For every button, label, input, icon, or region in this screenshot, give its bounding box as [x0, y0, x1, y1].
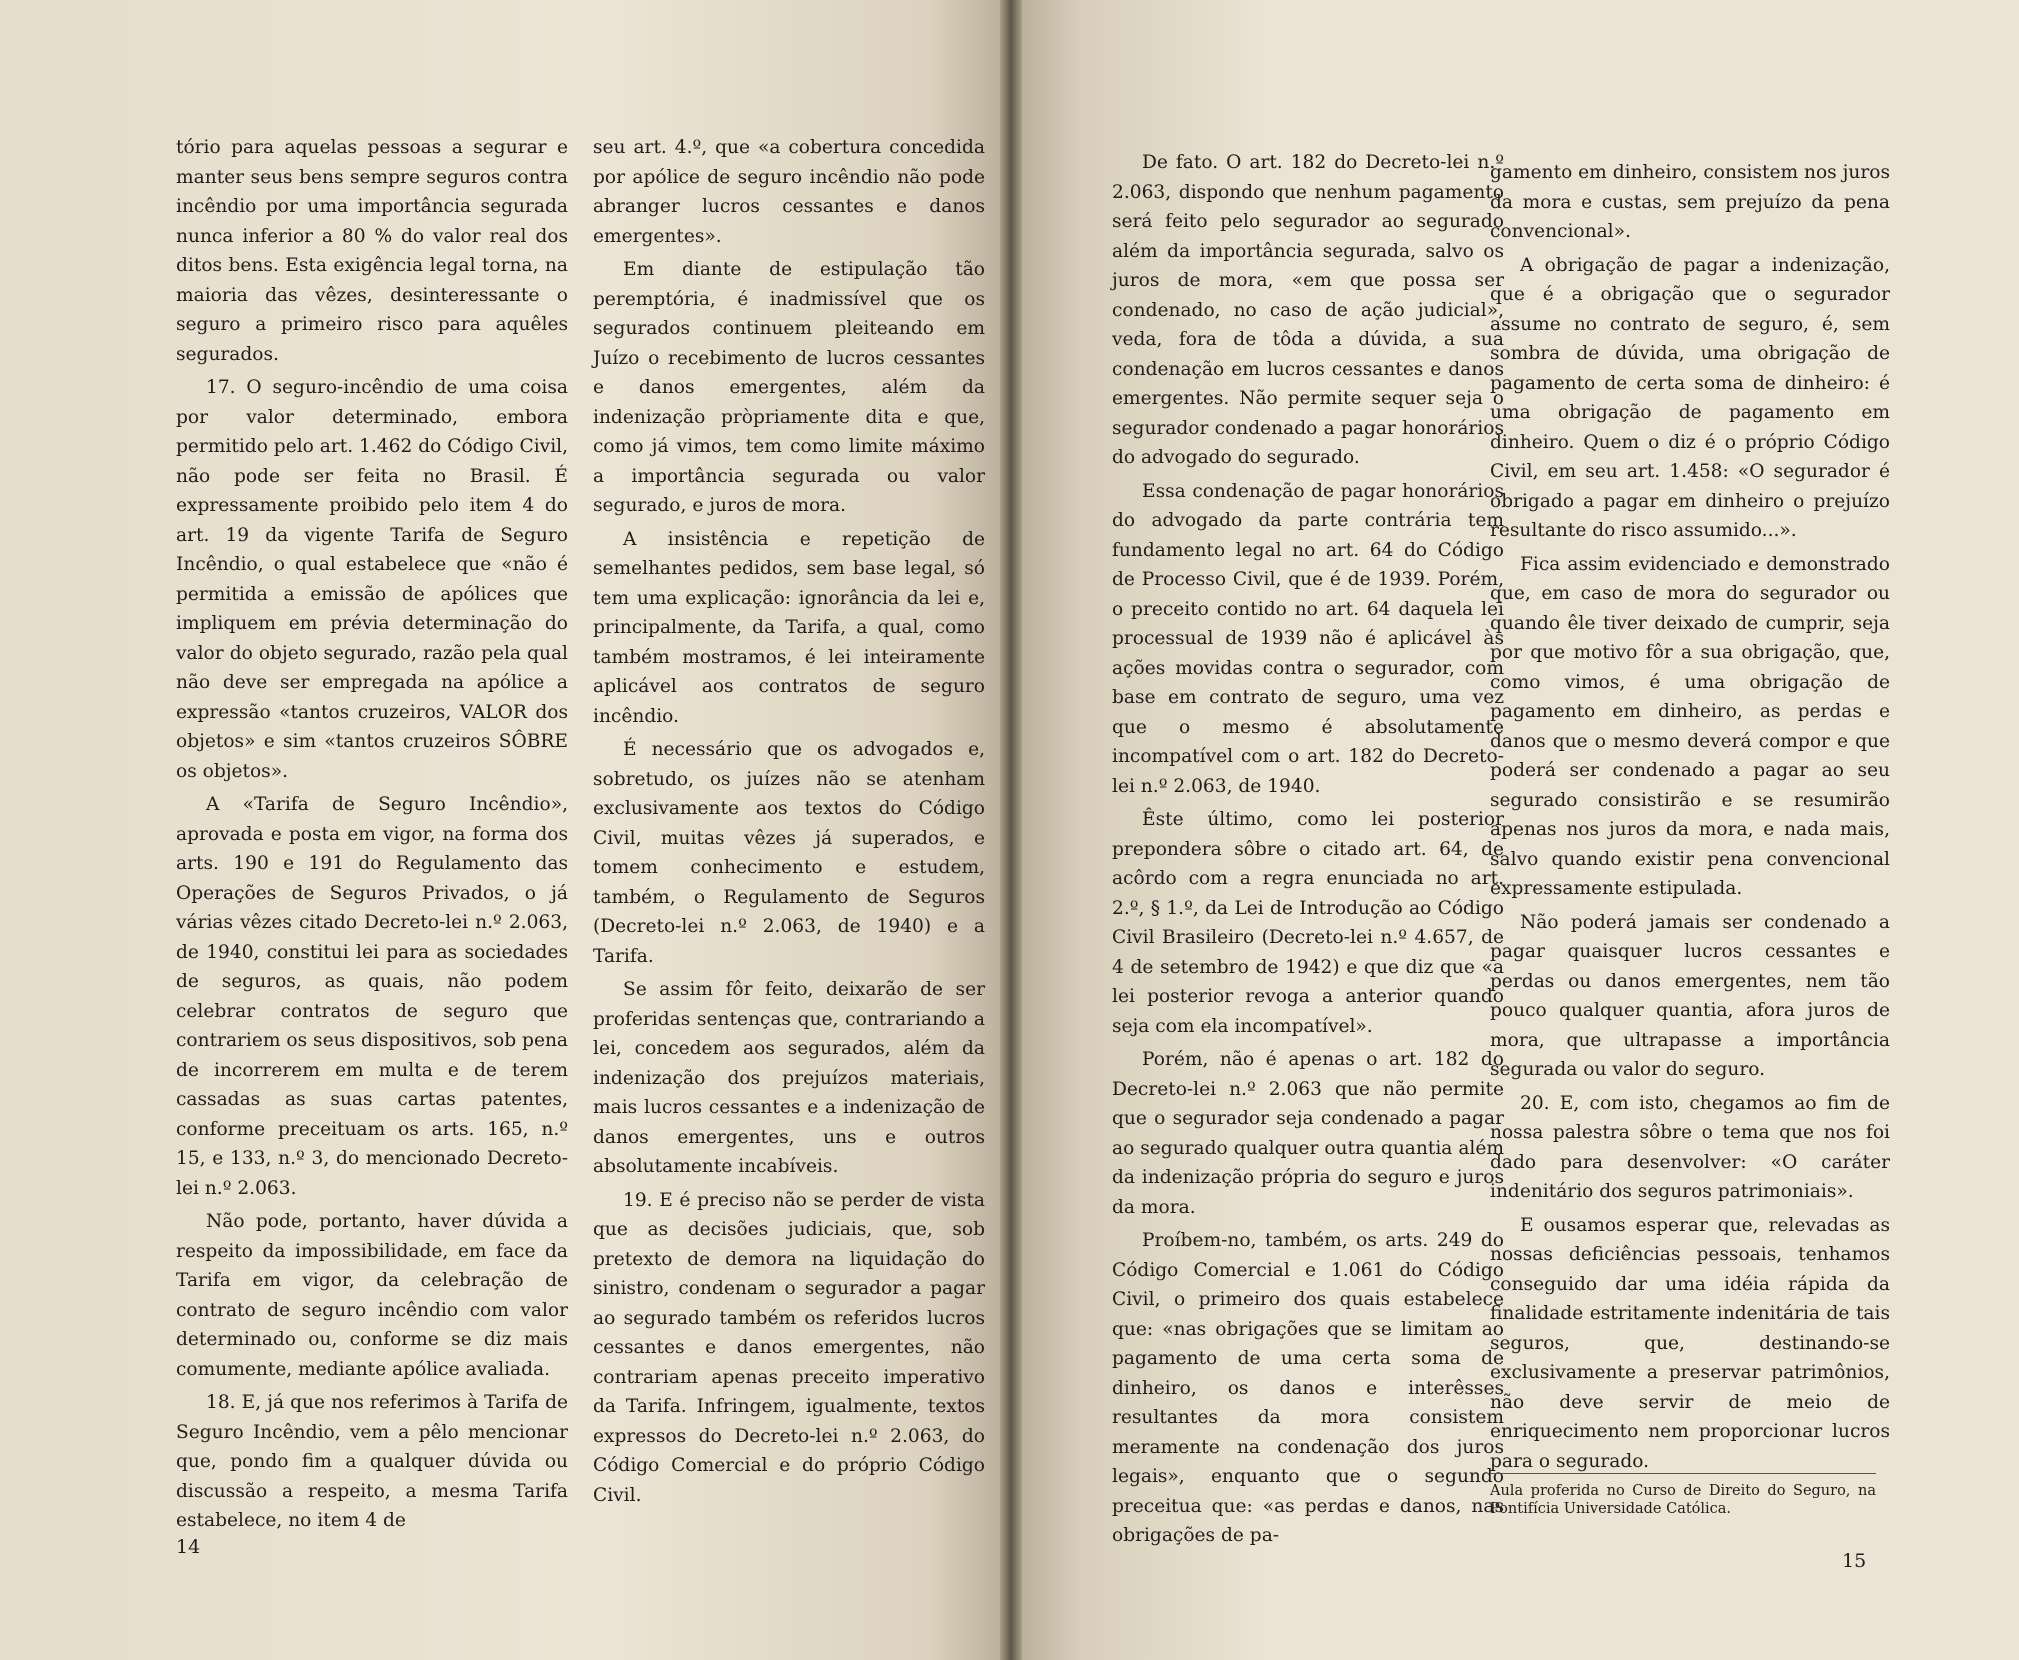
right-column-1 [1112, 148, 1504, 1555]
paragraph: gamento em dinheiro, consistem nos juros da mora e custas, sem prejuízo da pena convencional». [1490, 162, 1890, 242]
book-gutter [1000, 0, 1022, 1660]
paragraph: A «Tarifa de Seguro Incêndio», aprovada e posta em vigor, na forma dos arts. 190 e 191 do Regulamento das Operações de Seguros Privados, o já várias vêzes citado Decreto-lei n.º 2.063, de 1940, constitui lei para as sociedades de seguros, as quais, não podem celebrar contratos de seguro que contrariem os seus dispositivos, sob pena de incorrerem em multa e de terem cassadas as suas cartas patentes, conforme preceituam os arts. 165, n.º 15, e 133, n.º 3, do mencionado Decreto-lei n.º 2.063. [176, 794, 569, 1199]
paragraph: De fato. O art. 182 do Decreto-lei n.º 2.063, dispondo que nenhum pagamento será feito pelo segurador ao segurado além da importância segurada, salvo os juros de mora, «em que possa ser condenado, no caso de ação judicial», veda, fora de tôda a dúvida, a sua condenação em lucros cessantes e danos emergentes. Não permite sequer seja o segurador condenado a pagar honorários do advogado do segurado. [1112, 152, 1504, 468]
paragraph: 20. E, com isto, chegamos ao fim de nossa palestra sôbre o tema que nos foi dado para desenvolver: «O caráter indenitário dos seguros patrimoniais». [1490, 1092, 1890, 1202]
footnote: Aula proferida no Curso de Direito do Seguro, na Pontifícia Universidade Católica. [1490, 1473, 1876, 1518]
page-number-left: 14 [176, 1536, 201, 1558]
paragraph: Em diante de estipulação tão peremptória, é inadmissível que os segurados continuem pleiteando em Juízo o recebimento de lucros cessantes e danos emergentes, além da indenização pròpriamente dita e que, como já vimos, tem como limite máximo a importância segurada ou valor segurado, e juros de mora. [593, 259, 985, 516]
left-column-1 [176, 133, 568, 1540]
paragraph: Essa condenação de pagar honorários do advogado da parte contrária tem fundamento legal no art. 64 do Código de Processo Civil, que é de 1939. Porém, o preceito contido no art. 64 daquela lei processual de 1939 não é aplicável às ações movidas contra o segurador, com base em contrato de seguro, uma vez que o mesmo é absolutamente incompatível com o art. 182 do Decreto-lei n.º 2.063, de 1940. [1112, 480, 1504, 797]
left-page [0, 0, 1008, 1660]
paragraph: 19. E é preciso não se perder de vista que as decisões judiciais, que, sob pretexto de demora na liquidação do sinistro, condenam o segurador a pagar ao segurado também os referidos lucros cessantes e danos emergentes, não contrariam apenas preceito imperativo da Tarifa. Infringem, igualmente, textos expressos do Decreto-lei n.º 2.063, do Código Comercial e do próprio Código Civil. [593, 1189, 985, 1506]
paragraph: seu art. 4.º, que «a cobertura concedida por apólice de seguro incêndio não pode abranger lucros cessantes e danos emergentes». [593, 137, 985, 247]
left-column-2 [593, 133, 985, 1514]
paragraph: A obrigação de pagar a indenização, que é a obrigação que o segurador assume no contrato de seguro, é, sem sombra de dúvida, uma obrigação de pagamento de certa soma de dinheiro: é uma obrigação de pagamento em dinheiro. Quem o diz é o próprio Código Civil, em seu art. 1.458: «O segurador é obrigado a pagar em dinheiro o prejuízo resultante do risco assumido...». [1490, 254, 1890, 541]
paragraph: 18. E, já que nos referimos à Tarifa de Seguro Incêndio, vem a pêlo mencionar que, pondo fim a qualquer dúvida ou discussão a respeito, a mesma Tarifa estabelece, no item 4 de [176, 1392, 568, 1531]
paragraph: Não pode, portanto, haver dúvida a respeito da impossibilidade, em face da Tarifa em vigor, da celebração de contrato de seguro incêndio com valor determinado ou, conforme se diz mais comumente, mediante apólice avaliada. [176, 1211, 568, 1380]
paragraph: tório para aquelas pessoas a segurar e manter seus bens sempre seguros contra incêndio por uma importância segurada nunca inferior a 80 % do valor real dos ditos bens. Esta exigência legal torna, na maioria das vêzes, desinteressante o seguro a primeiro risco para aquêles segurados. [176, 137, 568, 365]
paragraph: Se assim fôr feito, deixarão de ser proferidas sentenças que, contrariando a lei, concedem aos segurados, além da indenização dos prejuízos materiais, mais lucros cessantes e a indenização de danos emergentes, uns e outros absolutamente incabíveis. [593, 979, 985, 1177]
paragraph: Proíbem-no, também, os arts. 249 do Código Comercial e 1.061 do Código Civil, o primeiro dos quais estabelece que: «nas obrigações que se limitam ao pagamento de uma certa soma de dinheiro, os danos e interêsses resultantes da mora consistem meramente na condenação dos juros legais», enquanto que o segundo preceitua que: «as perdas e danos, nas obrigações de pa- [1112, 1230, 1504, 1546]
paragraph: Não poderá jamais ser condenado a pagar quaisquer lucros cessantes e perdas ou danos emergentes, nem tão pouco qualquer quantia, afora juros de mora, que ultrapasse a importância segurada ou valor do seguro. [1490, 911, 1890, 1080]
paragraph: É necessário que os advogados e, sobretudo, os juízes não se atenham exclusivamente aos textos do Código Civil, muitas vêzes já superados, e tomem conhecimento e estudem, também, o Regulamento de Seguros (Decreto-lei n.º 2.063, de 1940) e a Tarifa. [593, 739, 985, 967]
paragraph: Fica assim evidenciado e demonstrado que, em caso de mora do segurador ou quando êle tiver deixado de cumprir, seja por que motivo fôr a sua obrigação, que, como vimos, é uma obrigação de pagamento em dinheiro, as perdas e danos que o mesmo deverá compor e que poderá ser condenado a pagar ao seu segurado consistirão e se resumirão apenas nos juros da mora, e nada mais, salvo quando existir pena convencional expressamente estipulada. [1490, 553, 1890, 899]
right-column-2 [1490, 158, 1890, 1480]
paragraph: 17. O seguro-incêndio de uma coisa por valor determinado, embora permitido pelo art. 1.462 do Código Civil, não pode ser feita no Brasil. É expressamente proibido pelo item 4 do art. 19 da vigente Tarifa de Seguro Incêndio, o qual estabelece que «não é permitida a emissão de apólices que impliquem em prévia determinação do valor do objeto segurado, razão pela qual não deve ser empregada na apólice a expressão «tantos cruzeiros, VALOR dos objetos» e sim «tantos cruzeiros SÔBRE os objetos». [176, 377, 568, 782]
paragraph: E ousamos esperar que, relevadas as nossas deficiências pessoais, tenhamos conseguido dar uma idéia rápida da finalidade estritamente indenitária de tais seguros, que, destinando-se exclusivamente a preservar patrimônios, não deve servir de meio de enriquecimento nem proporcionar lucros para o segurado. [1490, 1214, 1890, 1472]
paragraph: A insistência e repetição de semelhantes pedidos, sem base legal, só tem uma explicação: ignorância da lei e, principalmente, da Tarifa, a qual, como também mostramos, é lei inteiramente aplicável aos contratos de seguro incêndio. [593, 528, 985, 727]
page-number-right: 15 [1842, 1550, 1867, 1572]
right-page [1010, 0, 2019, 1660]
paragraph: Êste último, como lei posterior prepondera sôbre o citado art. 64, de acôrdo com a regra enunciada no art. 2.º, § 1.º, da Lei de Introdução ao Código Civil Brasileiro (Decreto-lei n.º 4.657, de 4 de setembro de 1942) e que diz que «a lei posterior revoga a anterior quando seja com ela incompatível». [1112, 809, 1504, 1037]
paragraph: Porém, não é apenas o art. 182 do Decreto-lei n.º 2.063 que não permite que o segurador seja condenado a pagar ao segurado qualquer outra quantia além da indenização própria do seguro e juros da mora. [1112, 1049, 1504, 1218]
